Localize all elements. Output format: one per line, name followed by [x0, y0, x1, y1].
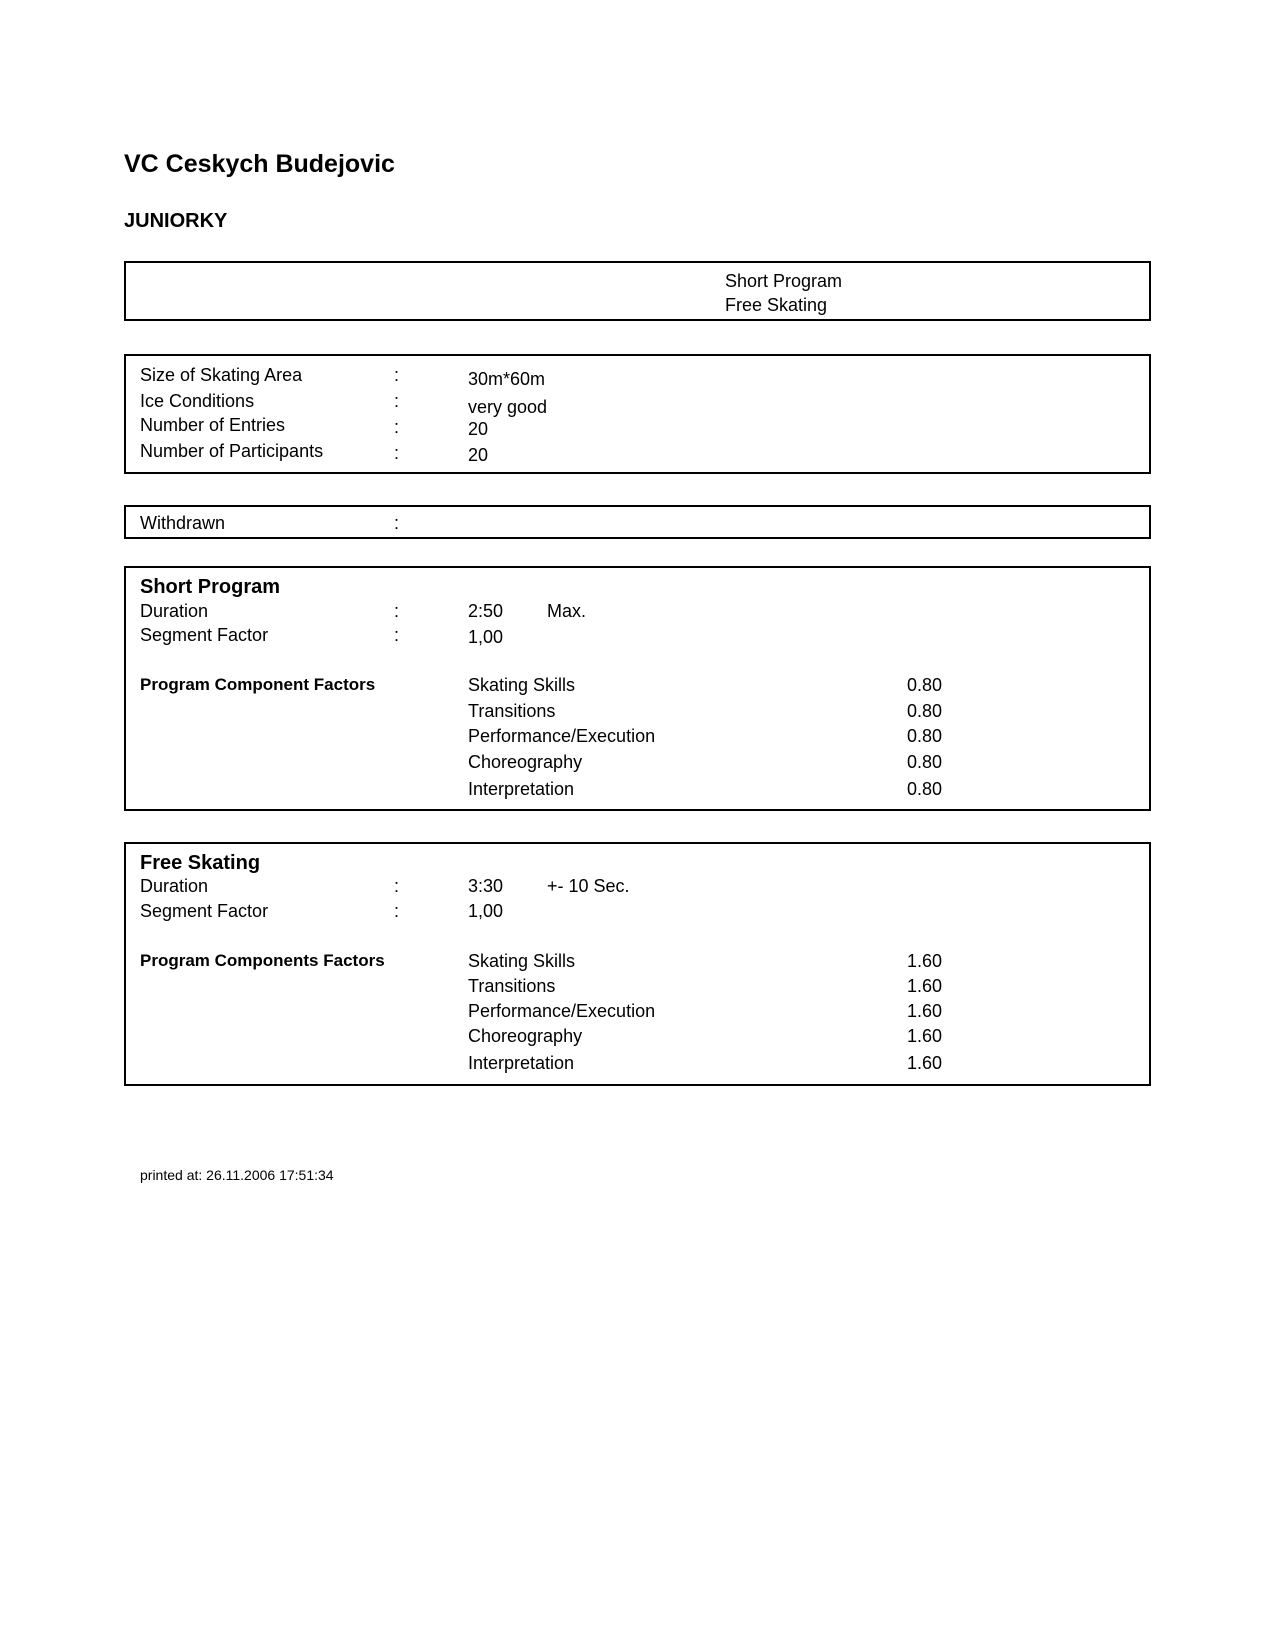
page-title: VC Ceskych Budejovic [124, 150, 395, 178]
duration-note: Max. [547, 601, 587, 621]
component-factor: 1.60 [907, 951, 943, 971]
info-value: very good [468, 397, 548, 417]
component-factor: 0.80 [907, 779, 943, 799]
free-skating-box [124, 842, 1151, 1086]
duration-separator: : [394, 876, 400, 896]
info-value: 20 [468, 445, 489, 465]
short-program-box [124, 566, 1151, 811]
duration-value: 3:30 [468, 876, 504, 896]
printed-timestamp: printed at: 26.11.2006 17:51:34 [140, 1167, 334, 1183]
component-name: Choreography [468, 1026, 583, 1046]
segment-factor-label: Segment Factor [140, 901, 269, 921]
component-name: Choreography [468, 752, 583, 772]
component-factor: 1.60 [907, 1053, 943, 1073]
withdrawn-separator: : [394, 513, 400, 533]
component-factor: 1.60 [907, 1026, 943, 1046]
short-program-title: Short Program [140, 576, 281, 598]
withdrawn-label: Withdrawn [140, 513, 226, 533]
component-factor: 0.80 [907, 726, 943, 746]
segment-factor-value: 1,00 [468, 627, 504, 647]
component-name: Performance/Execution [468, 1001, 656, 1021]
component-name: Performance/Execution [468, 726, 656, 746]
component-name: Interpretation [468, 779, 575, 799]
component-factor: 1.60 [907, 1001, 943, 1021]
segment-factor-separator: : [394, 901, 400, 921]
component-name: Skating Skills [468, 951, 576, 971]
component-name: Transitions [468, 976, 556, 996]
info-separator: : [394, 391, 400, 411]
component-factor: 0.80 [907, 752, 943, 772]
info-value: 20 [468, 419, 489, 439]
info-separator: : [394, 443, 400, 463]
components-label: Program Components Factors [140, 951, 385, 970]
info-label: Number of Participants [140, 441, 324, 461]
component-factor: 0.80 [907, 675, 943, 695]
segment-factor-label: Segment Factor [140, 625, 269, 645]
info-box [124, 354, 1151, 474]
duration-label: Duration [140, 876, 209, 896]
component-factor: 0.80 [907, 701, 943, 721]
free-skating-title: Free Skating [140, 852, 261, 874]
duration-value: 2:50 [468, 601, 504, 621]
info-label: Ice Conditions [140, 391, 255, 411]
components-label: Program Component Factors [140, 675, 376, 694]
info-separator: : [394, 365, 400, 385]
withdrawn-box [124, 505, 1151, 539]
info-separator: : [394, 417, 400, 437]
segment-item-short-program: Short Program [725, 271, 843, 291]
duration-separator: : [394, 601, 400, 621]
segment-factor-value: 1,00 [468, 901, 504, 921]
duration-note: +- 10 Sec. [547, 876, 630, 896]
segments-box [124, 261, 1151, 321]
category-heading: JUNIORKY [124, 210, 228, 232]
component-name: Skating Skills [468, 675, 576, 695]
duration-label: Duration [140, 601, 209, 621]
segment-item-free-skating: Free Skating [725, 295, 828, 315]
info-label: Size of Skating Area [140, 365, 303, 385]
segment-factor-separator: : [394, 625, 400, 645]
info-value: 30m*60m [468, 369, 546, 389]
component-factor: 1.60 [907, 976, 943, 996]
component-name: Transitions [468, 701, 556, 721]
info-label: Number of Entries [140, 415, 286, 435]
component-name: Interpretation [468, 1053, 575, 1073]
